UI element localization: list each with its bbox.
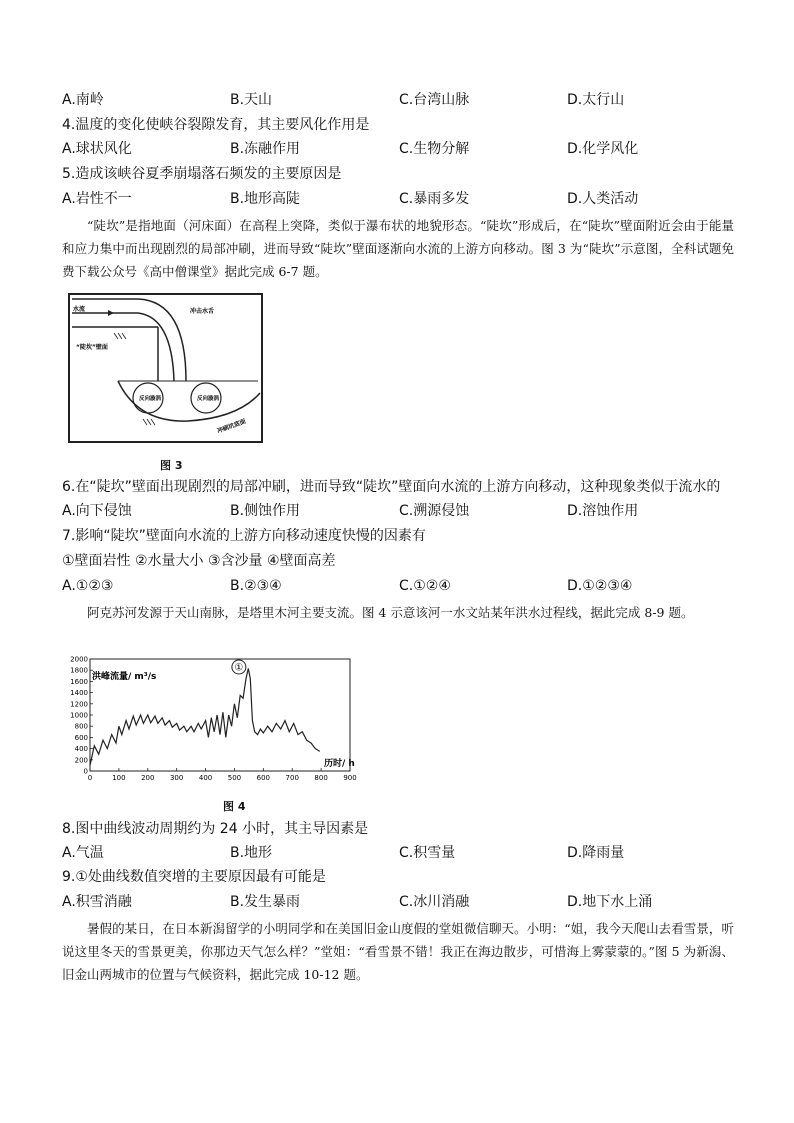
label-flow: 水流 (73, 306, 86, 313)
q8-options (62, 843, 742, 863)
q6-option-b[interactable]: B.侧蚀作用 (230, 503, 301, 519)
q9-options (62, 892, 742, 912)
figure-4-caption: 图 4 (223, 800, 246, 813)
q3-option-b[interactable]: B.天山 (230, 92, 273, 108)
x-axis-ticks (88, 768, 357, 782)
q8-option-d[interactable]: D.降雨量 (567, 845, 625, 861)
q3-option-c[interactable]: C.台湾山脉 (399, 92, 470, 108)
passage-10-12: 暑假的某日，在日本新潟留学的小明同学和在美国旧金山度假的堂姐微信聊天。小明：“姐，我今天爬山去看雪景，听说这里冬天的雪景更美，你那边天气怎么样？”堂姐：“看雪景不错！我正在海边散步，可惜海上雾蒙蒙的。”图 5 为新潟、旧金山两城市的位置与气候资料，据此完成 10-12 题。 (62, 921, 734, 982)
q3-options (62, 90, 742, 110)
q7-factors: ①壁面岩性 ②水量大小 ③含沙量 ④壁面高差 (62, 553, 336, 569)
q4-stem: 4.温度的变化使峡谷裂隙发育，其主要风化作用是 (62, 117, 370, 133)
y-tick-label: 1400 (70, 689, 88, 698)
q4-option-d[interactable]: D.化学风化 (567, 141, 639, 157)
label-pit: 冲刷坑底面 (216, 418, 247, 435)
y-tick-label: 1600 (70, 677, 88, 686)
q6-stem: 6.在“陡坎”壁面出现剧烈的局部冲刷，进而导致“陡坎”壁面向水流的上游方向移动，这种现象类似于流水的 (62, 479, 721, 495)
label-vortex-right: 反向漩涡 (197, 396, 220, 402)
q7-option-c[interactable]: C.①②④ (399, 578, 451, 594)
y-tick-label: 0 (83, 767, 88, 776)
q3-option-a[interactable]: A.南岭 (62, 92, 104, 108)
q7-option-d[interactable]: D.①②③④ (567, 578, 633, 594)
q5-options (62, 189, 742, 209)
label-wall: “陡坎”壁面 (76, 344, 108, 351)
x-tick-label: 100 (112, 774, 126, 782)
y-tick-label: 1800 (70, 666, 88, 675)
figure-3-caption: 图 3 (160, 459, 183, 472)
q9-stem: 9.①处曲线数值突增的主要原因最有可能是 (62, 869, 326, 885)
q5-option-c[interactable]: C.暴雨多发 (399, 191, 470, 207)
q9-option-a[interactable]: A.积雪消融 (62, 894, 132, 910)
y-tick-label: 800 (74, 722, 88, 731)
q5-option-a[interactable]: A.岩性不一 (62, 191, 132, 207)
chart-xlabel: 历时/ h (324, 759, 355, 769)
x-tick-label: 700 (285, 774, 299, 782)
x-tick-label: 900 (343, 774, 357, 782)
q7-options (62, 576, 742, 596)
q8-option-c[interactable]: C.积雪量 (399, 845, 456, 861)
q6-option-a[interactable]: A.向下侵蚀 (62, 503, 132, 519)
q8-option-a[interactable]: A.气温 (62, 845, 104, 861)
q7-option-a[interactable]: A.①②③ (62, 578, 114, 594)
label-vortex-left: 反向漩涡 (139, 396, 162, 402)
chart-ylabel: 洪峰流量/ m³/s (92, 672, 157, 682)
y-tick-label: 1000 (70, 711, 88, 720)
q5-option-b[interactable]: B.地形高陡 (230, 191, 301, 207)
label-jet: 冲击水舌 (190, 308, 215, 315)
q9-option-b[interactable]: B.发生暴雨 (230, 894, 301, 910)
q3-option-d[interactable]: D.太行山 (567, 92, 625, 108)
q6-options (62, 501, 742, 521)
y-tick-label: 400 (74, 745, 88, 754)
x-tick-label: 800 (314, 774, 328, 782)
annotation-label: ① (234, 662, 244, 674)
q6-option-d[interactable]: D.溶蚀作用 (567, 503, 639, 519)
q5-option-d[interactable]: D.人类活动 (567, 191, 639, 207)
x-tick-label: 500 (227, 774, 242, 782)
x-tick-label: 0 (87, 774, 93, 782)
x-tick-label: 300 (169, 774, 184, 782)
x-tick-label: 200 (141, 774, 155, 782)
x-tick-label: 400 (198, 774, 213, 782)
q5-stem: 5.造成该峡谷夏季崩塌落石频发的主要原因是 (62, 166, 342, 182)
y-tick-label: 1200 (70, 700, 88, 709)
y-tick-label: 2000 (70, 655, 88, 664)
q9-option-c[interactable]: C.冰川消融 (399, 894, 470, 910)
y-tick-label: 600 (74, 733, 88, 742)
q4-option-a[interactable]: A.球状风化 (62, 141, 132, 157)
q9-option-d[interactable]: D.地下水上涌 (567, 894, 653, 910)
series-line-flood-discharge (90, 669, 320, 766)
passage-6-7: “陡坎”是指地面（河床面）在高程上突降，类似于瀑布状的地貌形态。“陡坎”形成后，在“陡坎”壁面附近会由于能量和应力集中而出现剧烈的局部冲刷，进而导致“陡坎”壁面逐渐向水流的上游方向移动。图 3 为“陡坎”示意图，全科试题免费下载公众号《高中僧课堂》据此完成 6-7 题。 (62, 218, 734, 279)
q4-options (62, 139, 742, 159)
q7-option-b[interactable]: B.②③④ (230, 578, 282, 594)
q8-option-b[interactable]: B.地形 (230, 845, 273, 861)
q4-option-c[interactable]: C.生物分解 (399, 141, 470, 157)
q6-option-c[interactable]: C.溯源侵蚀 (399, 503, 470, 519)
figure-3-diagram (68, 293, 263, 443)
y-tick-label: 200 (74, 756, 88, 765)
figure-4-chart (62, 655, 407, 785)
q7-stem: 7.影响“陡坎”壁面向水流的上游方向移动速度快慢的因素有 (62, 528, 426, 544)
q4-option-b[interactable]: B.冻融作用 (230, 141, 301, 157)
passage-8-9: 阿克苏河发源于天山南脉，是塔里木河主要支流。图 4 示意该河一水文站某年洪水过程线，据此完成 8-9 题。 (87, 605, 694, 620)
x-tick-label: 600 (256, 774, 271, 782)
q8-stem: 8.图中曲线波动周期约为 24 小时，其主导因素是 (62, 821, 369, 837)
